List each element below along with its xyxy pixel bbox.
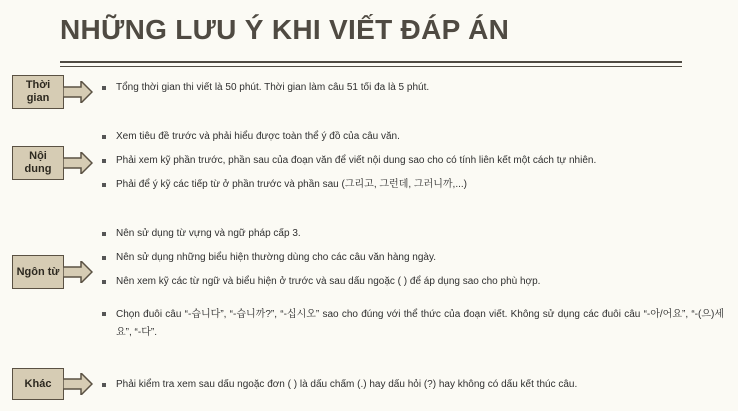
- list-item: Tổng thời gian thi viết là 50 phút. Thời gian làm câu 51 tối đa là 5 phút.: [102, 80, 724, 96]
- list-item: Nên sử dụng những biểu hiện thường dùng cho các câu văn hàng ngày.: [102, 250, 724, 266]
- tag-content-label: Nội dung: [12, 146, 64, 180]
- title-divider-thin: [60, 66, 682, 67]
- tag-vocab: [12, 255, 93, 289]
- tag-other: [12, 368, 93, 400]
- list-item: Phải để ý kỹ các tiếp từ ở phần trước và phần sau (그리고, 그런데, 그러니까,...): [102, 177, 724, 193]
- tag-time: [12, 75, 93, 109]
- tag-time-label: Thời gian: [12, 75, 64, 109]
- list-item: Nên xem kỹ các từ ngữ và biểu hiện ở trước và sau dấu ngoặc ( ) để áp dụng sao cho phù hợp.: [102, 274, 724, 290]
- tag-content: [12, 146, 93, 180]
- tag-vocab-label: Ngôn từ: [12, 255, 64, 289]
- list-item: Phải xem kỹ phần trước, phần sau của đoạn văn để viết nội dung sao cho có tính liên kết một cách tự nhiên.: [102, 153, 724, 169]
- list-item: Chọn đuôi câu “-습니다”, “-습니까?”, “-십시오” sao cho đúng với thể thức của đoạn viết. Không sử dụng các đuôi câu “-아/어요”, “-(으)세요”, “-다”.: [102, 306, 724, 342]
- tag-other-label: Khác: [12, 368, 64, 400]
- right-arrow-icon: [63, 81, 93, 103]
- list-item: Nên sử dụng từ vựng và ngữ pháp cấp 3.: [102, 226, 724, 242]
- title-divider: [60, 61, 682, 63]
- page-title: NHỮNG LƯU Ý KHI VIẾT ĐÁP ÁN: [60, 14, 510, 45]
- right-arrow-icon: [63, 261, 93, 283]
- list-item: Xem tiêu đề trước và phải hiểu được toàn thể ý đồ của câu văn.: [102, 129, 724, 145]
- right-arrow-icon: [63, 152, 93, 174]
- list-item: Phải kiểm tra xem sau dấu ngoặc đơn ( ) là dấu chấm (.) hay dấu hỏi (?) hay không có dấu kết thúc câu.: [102, 377, 724, 393]
- right-arrow-icon: [63, 373, 93, 395]
